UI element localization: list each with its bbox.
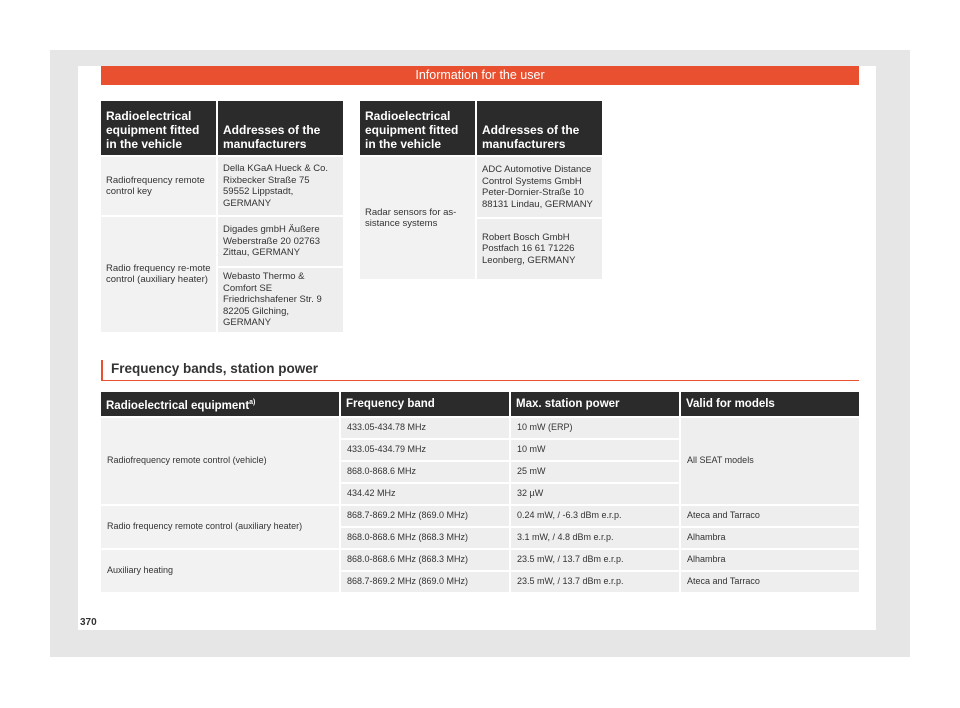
section-heading bbox=[101, 360, 859, 381]
power-cell: 25 mW bbox=[511, 462, 679, 482]
manufacturers-table-left bbox=[99, 99, 345, 334]
power-cell: 10 mW bbox=[511, 440, 679, 460]
equipment-cell: Radiofrequency remote control key bbox=[101, 157, 216, 215]
footnote-marker: a) bbox=[249, 398, 256, 406]
equipment-cell: Radio frequency remote control (auxiliary heater) bbox=[101, 506, 339, 548]
power-cell: 3.1 mW, / 4.8 dBm e.r.p. bbox=[511, 528, 679, 548]
table-header: Radioelectrical equipment$^{a)}$ bbox=[101, 392, 339, 416]
heading-accent bbox=[101, 360, 103, 380]
band-cell: 434.42 MHz bbox=[341, 484, 509, 504]
band-cell: 433.05-434.79 MHz bbox=[341, 440, 509, 460]
power-cell: 10 mW (ERP) bbox=[511, 418, 679, 438]
table-header: Valid for models bbox=[681, 392, 859, 416]
section-heading-text: Frequency bands, station power bbox=[111, 361, 319, 376]
table-header: Addresses of the manufacturers bbox=[218, 101, 343, 155]
equipment-cell: Radiofrequency remote control (vehicle) bbox=[101, 418, 339, 504]
table-header: Radioelectrical equipment fitted in the vehicle bbox=[360, 101, 475, 155]
manufacturers-table-right bbox=[358, 99, 604, 281]
address-cell: Digades gmbH Äußere Weberstraße 20 02763 Zittau, GERMANY bbox=[218, 217, 343, 266]
address-cell: Robert Bosch GmbH Postfach 16 61 71226 Leonberg, GERMANY bbox=[477, 219, 602, 279]
band-cell: 433.05-434.78 MHz bbox=[341, 418, 509, 438]
models-cell: Alhambra bbox=[681, 528, 859, 548]
power-cell: 32 µW bbox=[511, 484, 679, 504]
page-number: 370 bbox=[80, 617, 97, 628]
power-cell: 0.24 mW, / -6.3 dBm e.r.p. bbox=[511, 506, 679, 526]
table-header: Addresses of the manufacturers bbox=[477, 101, 602, 155]
table-row bbox=[101, 418, 859, 438]
equipment-cell: Radar sensors for as-sistance systems bbox=[360, 157, 475, 279]
equipment-cell: Radio frequency re-mote control (auxiliary heater) bbox=[101, 217, 216, 332]
table-header: Radioelectrical equipment fitted in the vehicle bbox=[101, 101, 216, 155]
power-cell: 23.5 mW, / 13.7 dBm e.r.p. bbox=[511, 572, 679, 592]
band-cell: 868.7-869.2 MHz (869.0 MHz) bbox=[341, 506, 509, 526]
address-cell: ADC Automotive Distance Control Systems GmbH Peter-Dornier-Straße 10 88131 Lindau, GERMANY bbox=[477, 157, 602, 217]
table-row bbox=[101, 506, 859, 526]
address-cell: Della KGaA Hueck & Co. Rixbecker Straße 75 59552 Lippstadt, GERMANY bbox=[218, 157, 343, 215]
band-cell: 868.0-868.6 MHz (868.3 MHz) bbox=[341, 528, 509, 548]
frequency-table bbox=[99, 390, 861, 594]
power-cell: 23.5 mW, / 13.7 dBm e.r.p. bbox=[511, 550, 679, 570]
models-cell: Ateca and Tarraco bbox=[681, 572, 859, 592]
band-cell: 868.0-868.6 MHz bbox=[341, 462, 509, 482]
band-cell: 868.7-869.2 MHz (869.0 MHz) bbox=[341, 572, 509, 592]
equipment-cell: Auxiliary heating bbox=[101, 550, 339, 592]
table-row bbox=[101, 550, 859, 570]
page-title: Information for the user bbox=[101, 66, 859, 85]
table-header: Max. station power bbox=[511, 392, 679, 416]
table-header: Frequency band bbox=[341, 392, 509, 416]
models-cell: Alhambra bbox=[681, 550, 859, 570]
band-cell: 868.0-868.6 MHz (868.3 MHz) bbox=[341, 550, 509, 570]
models-cell: All SEAT models bbox=[681, 418, 859, 504]
address-cell: Webasto Thermo & Comfort SE Friedrichshafener Str. 9 82205 Gilching, GERMANY bbox=[218, 268, 343, 332]
models-cell: Ateca and Tarraco bbox=[681, 506, 859, 526]
